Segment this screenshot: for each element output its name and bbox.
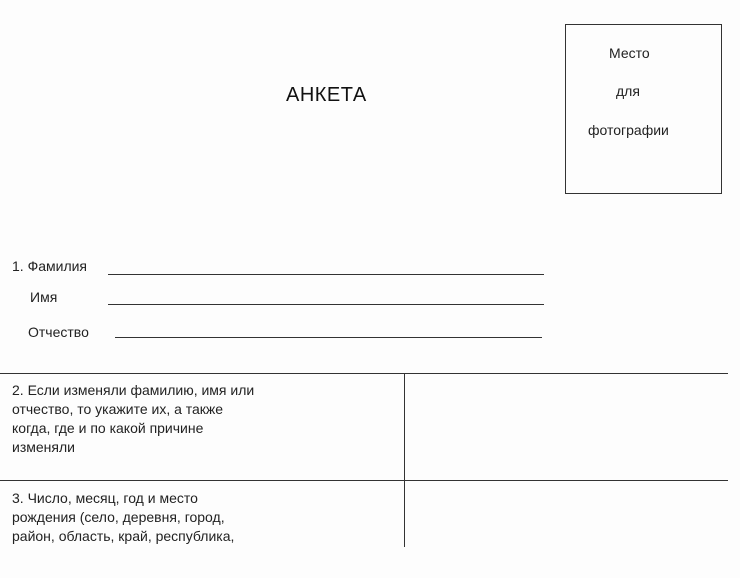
surname-input-line[interactable]: [108, 274, 544, 275]
question-2-line-4: изменяли: [12, 439, 75, 455]
question-2-line-2: отчество, то укажите их, а также: [12, 401, 224, 417]
patronymic-label: Отчество: [28, 324, 89, 340]
question-3-line-2: рождения (село, деревня, город,: [12, 509, 225, 525]
photo-caption-line-3: фотографии: [588, 122, 669, 138]
question-2-line-1: 2. Если изменяли фамилию, имя или: [12, 382, 255, 398]
question-3-answer-cell[interactable]: [406, 482, 728, 548]
table-middle-rule: [0, 480, 728, 481]
photo-placeholder-box: [565, 24, 722, 194]
question-2-line-3: когда, где и по какой причине: [12, 420, 204, 436]
name-input-line[interactable]: [108, 304, 544, 305]
name-label: Имя: [30, 289, 58, 305]
table-top-rule: [0, 373, 728, 374]
question-2-text: [12, 381, 397, 457]
question-2-answer-cell[interactable]: [406, 375, 728, 479]
photo-caption-line-1: Место: [609, 45, 650, 61]
table-column-divider: [404, 374, 405, 547]
question-3-text: [12, 489, 397, 546]
photo-caption-line-2: для: [616, 83, 640, 99]
patronymic-input-line[interactable]: [115, 337, 542, 338]
page-title: АНКЕТА: [286, 84, 367, 106]
surname-label: 1. Фамилия: [12, 258, 88, 274]
question-3-line-3: район, область, край, республика,: [12, 528, 235, 544]
question-3-line-1: 3. Число, месяц, год и место: [12, 490, 198, 506]
